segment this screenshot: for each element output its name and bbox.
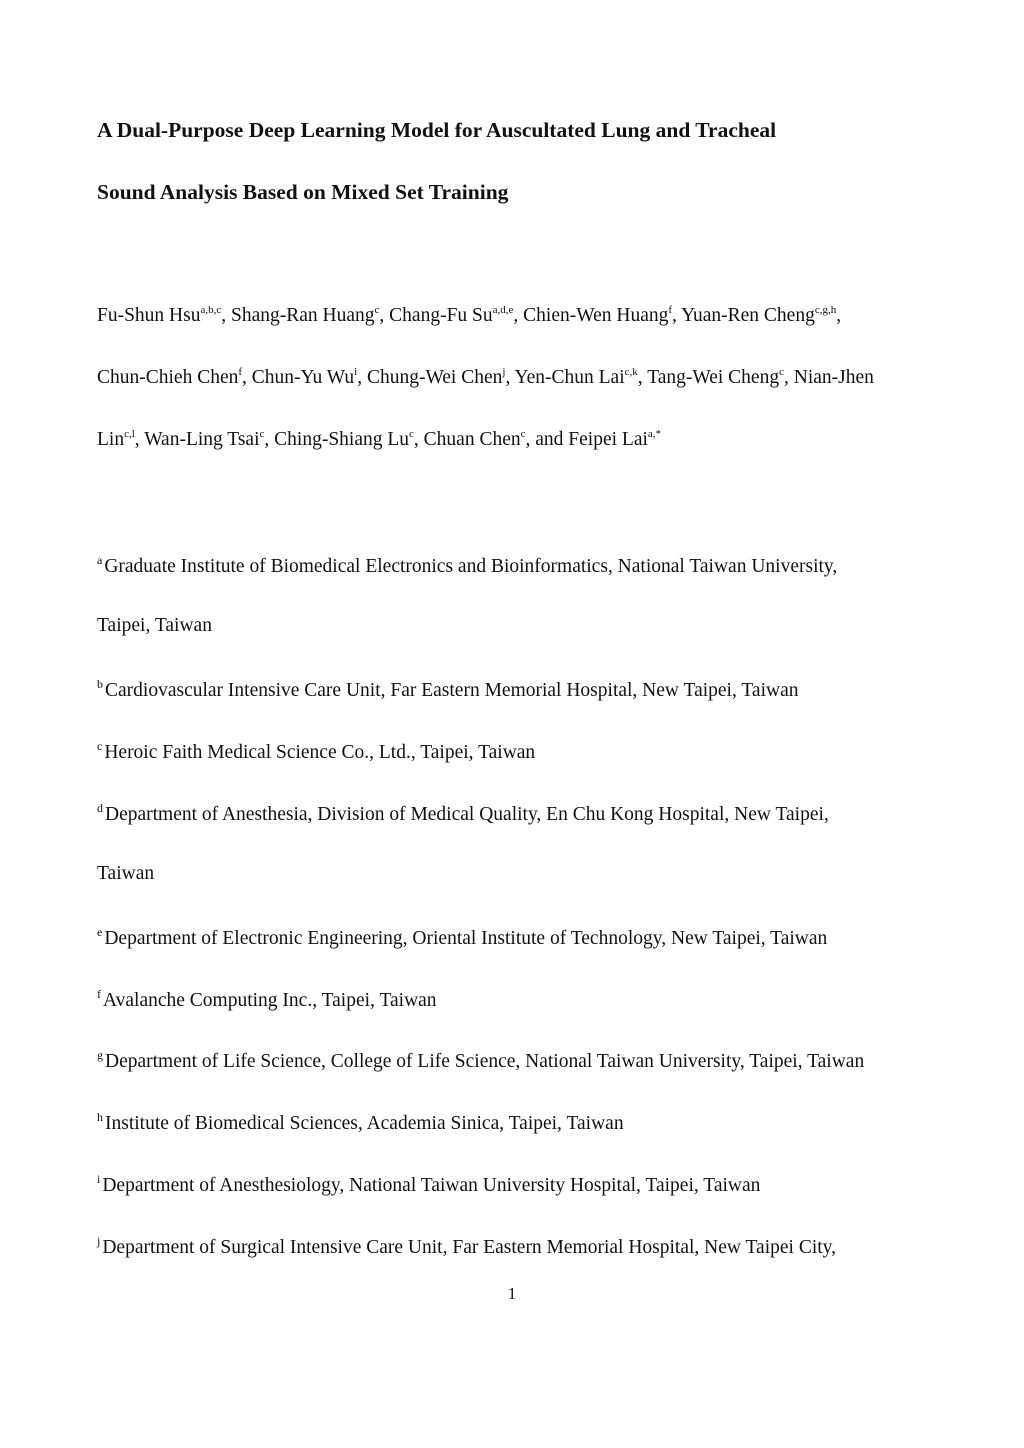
affiliation-mark: d [97, 801, 103, 815]
author-name: Yen-Chun Lai [514, 367, 625, 388]
author-name: Chang-Fu Su [389, 305, 493, 326]
author-name: Chun-Yu Wu [251, 367, 355, 388]
affiliation-text: Taipei, Taiwan [97, 615, 212, 636]
author-affiliation-sup: i [354, 366, 358, 378]
affiliation-text: Taiwan [97, 863, 155, 884]
affiliation-f [97, 987, 437, 1012]
author-affiliation-sup: c,k [624, 366, 638, 378]
affiliation-j [97, 1234, 836, 1259]
author-name: Tang-Wei Cheng [647, 367, 780, 388]
affiliation-a [97, 553, 837, 578]
affiliation-d-continued [97, 863, 154, 885]
affiliation-text: Graduate Institute of Biomedical Electronics and Bioinformatics, National Taiwan University, [104, 556, 838, 577]
affiliation-mark: g [97, 1048, 103, 1062]
author-line-1: Fu-Shun Hsu$^{a,b,c}$, Shang-Ran Huang$^c$, Chang-Fu Su$^{a,d,e}$, Chien-Wen Huang$^f$, Yuan-Ren Cheng$^{c,g,h}$, [97, 304, 842, 326]
author-name-part: Lin [97, 429, 125, 450]
author-affiliation-sup: j [502, 366, 506, 378]
affiliation-c [97, 739, 535, 764]
affiliation-text: Institute of Biomedical Sciences, Academia Sinica, Taipei, Taiwan [105, 1113, 624, 1134]
author-affiliation-sup: c [374, 304, 380, 316]
author-affiliation-sup: f [668, 304, 673, 316]
affiliation-text: Cardiovascular Intensive Care Unit, Far Eastern Memorial Hospital, New Taipei, Taiwan [105, 680, 799, 701]
author-affiliation-sup: c [409, 428, 414, 440]
author-affiliation-sup: c,l [124, 428, 135, 440]
author-prefix: and [535, 429, 569, 450]
affiliation-b [97, 677, 798, 702]
author-affiliation-sup: c [779, 366, 784, 378]
affiliation-d [97, 801, 829, 826]
affiliation-text: Department of Electronic Engineering, Oriental Institute of Technology, New Taipei, Taiwan [104, 928, 828, 949]
author-name: Wan-Ling Tsai [144, 429, 260, 450]
affiliation-text: Department of Anesthesiology, National Taiwan University Hospital, Taipei, Taiwan [102, 1175, 761, 1196]
affiliation-text: Avalanche Computing Inc., Taipei, Taiwan [103, 990, 437, 1011]
author-affiliation-sup: c [259, 428, 265, 440]
author-line-2: Chun-Chieh Chen$^f$, Chun-Yu Wu$^i$, Chung-Wei Chen$^j$, Yen-Chun Lai$^{c,k}$, Tang-Wei Cheng$^c$, Nian-Jhen [97, 366, 874, 388]
author-name: Chuan Chen [423, 429, 521, 450]
author-name-part: Nian-Jhen [793, 367, 874, 388]
affiliation-mark: f [97, 987, 101, 1001]
author-affiliation-sup: c [520, 428, 526, 440]
author-name: Yuan-Ren Cheng [681, 305, 815, 326]
author-affiliation-sup: a,b,c [200, 304, 222, 316]
author-name: Chien-Wen Huang [523, 305, 669, 326]
affiliation-mark: c [97, 739, 103, 753]
affiliation-text: Department of Surgical Intensive Care Unit, Far Eastern Memorial Hospital, New Taipei City, [102, 1237, 837, 1258]
author-affiliation-sup: a,* [647, 428, 662, 440]
affiliation-mark: a [97, 553, 103, 567]
affiliation-mark: i [97, 1172, 101, 1186]
affiliation-e [97, 925, 827, 950]
affiliation-text: Heroic Faith Medical Science Co., Ltd., Taipei, Taiwan [104, 742, 536, 763]
author-line-3: Lin$^{c,l}$, Wan-Ling Tsai$^c$, Ching-Shiang Lu$^c$, Chuan Chen$^c$, and Feipei Lai$^{a,*}$ [97, 428, 662, 450]
affiliation-g [97, 1048, 864, 1073]
affiliation-a-continued [97, 615, 212, 637]
paper-title-line-2: Sound Analysis Based on Mixed Set Training [97, 180, 509, 204]
author-name: Shang-Ran Huang [231, 305, 375, 326]
author-affiliation-sup: a,d,e [492, 304, 514, 316]
affiliation-i [97, 1172, 760, 1197]
author-name: Fu-Shun Hsu [97, 305, 201, 326]
affiliation-mark: b [97, 677, 103, 691]
affiliation-mark: j [97, 1234, 101, 1248]
page-number: 1 [507, 1284, 517, 1303]
author-name: Chun-Chieh Chen [97, 367, 239, 388]
author-affiliation-sup: c,g,h [814, 304, 837, 316]
paper-title-line-1: A Dual-Purpose Deep Learning Model for Auscultated Lung and Tracheal [97, 118, 777, 142]
author-name: Chung-Wei Chen [366, 367, 503, 388]
author-name: Ching-Shiang Lu [274, 429, 410, 450]
author-affiliation-sup: f [238, 366, 243, 378]
affiliation-h [97, 1110, 624, 1135]
affiliation-mark: h [97, 1110, 103, 1124]
author-name: Feipei Lai [568, 429, 648, 450]
affiliation-text: Department of Anesthesia, Division of Medical Quality, En Chu Kong Hospital, New Taipei, [105, 804, 829, 825]
affiliation-text: Department of Life Science, College of Life Science, National Taiwan University, Taipei, Taiwan [105, 1051, 865, 1072]
affiliation-mark: e [97, 925, 103, 939]
